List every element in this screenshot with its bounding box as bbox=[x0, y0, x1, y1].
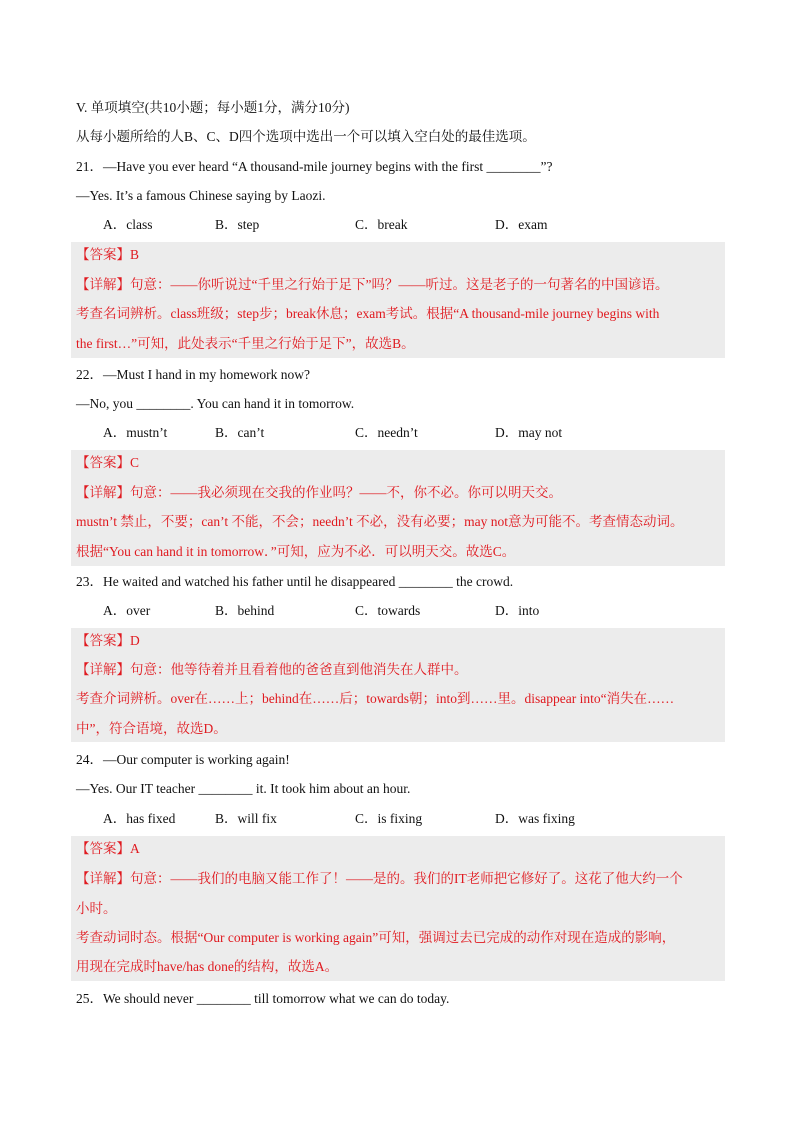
option-b: B．can’t bbox=[215, 425, 265, 440]
answer-block bbox=[71, 836, 725, 981]
option-c: C．needn’t bbox=[355, 425, 418, 440]
option-a: A．mustn’t bbox=[103, 425, 168, 440]
question-stem: 21．—Have you ever heard “A thousand-mile journey begins with the first ________”? bbox=[76, 159, 553, 174]
detail-line: 【详解】句意：——我们的电脑又能工作了！——是的。我们的IT老师把它修好了。这花了他大约一个 bbox=[76, 871, 683, 886]
question-stem: 24．—Our computer is working again! bbox=[76, 752, 290, 767]
answer-block bbox=[71, 242, 725, 358]
option-b: B．will fix bbox=[215, 811, 277, 826]
answer-label: 【答案】A bbox=[76, 841, 140, 856]
detail-line: 用现在完成时have/has done的结构，故选A。 bbox=[76, 959, 339, 974]
option-b: B．step bbox=[215, 217, 260, 232]
option-a: A．over bbox=[103, 603, 151, 618]
option-a: A．has fixed bbox=[103, 811, 176, 826]
detail-line: the first…”可知，此处表示“千里之行始于足下”，故选B。 bbox=[76, 336, 415, 351]
detail-line: 【详解】句意：——我必须现在交我的作业吗？——不，你不必。你可以明天交。 bbox=[76, 485, 562, 500]
option-d: D．was fixing bbox=[495, 811, 575, 826]
detail-line: 根据“You can hand it in tomorrow．”可知，应为不必．可以明天交。故选C。 bbox=[76, 544, 516, 559]
question-stem: —Yes. It’s a famous Chinese saying by Laozi. bbox=[76, 188, 326, 203]
detail-line: 中”，符合语境，故选D。 bbox=[76, 721, 227, 736]
detail-line: 考查动词时态。根据“Our computer is working again”可知，强调过去已完成的动作对现在造成的影响， bbox=[76, 930, 676, 945]
section-title: V. 单项填空(共10小题；每小题1分，满分10分) bbox=[76, 100, 350, 115]
answer-block bbox=[71, 450, 725, 566]
answer-label: 【答案】D bbox=[76, 633, 140, 648]
option-b: B．behind bbox=[215, 603, 275, 618]
question-stem: 25．We should never ________ till tomorrow what we can do today. bbox=[76, 991, 450, 1006]
detail-line: 考查介词辨析。over在……上；behind在……后；towards朝；into到……里。disappear into“消失在…… bbox=[76, 691, 675, 706]
answer-label: 【答案】B bbox=[76, 247, 140, 262]
answer-label: 【答案】C bbox=[76, 455, 140, 470]
detail-line: 【详解】句意：他等待着并且看着他的爸爸直到他消失在人群中。 bbox=[76, 662, 468, 677]
option-c: C．break bbox=[355, 217, 408, 232]
option-d: D．exam bbox=[495, 217, 548, 232]
option-a: A．class bbox=[103, 217, 153, 232]
detail-line: mustn’t 禁止，不要；can’t 不能，不会；needn’t 不必，没有必要；may not意为可能不。考查情态动词。 bbox=[76, 514, 684, 529]
option-d: D．into bbox=[495, 603, 540, 618]
section-instruction: 从每小题所给的人B、C、D四个选项中选出一个可以填入空白处的最佳选项。 bbox=[76, 129, 536, 144]
question-stem: —No, you ________. You can hand it in tomorrow. bbox=[76, 396, 355, 411]
detail-line: 小时。 bbox=[76, 901, 117, 916]
question-stem: 22．—Must I hand in my homework now? bbox=[76, 367, 310, 382]
detail-line: 【详解】句意：——你听说过“千里之行始于足下”吗？——听过。这是老子的一句著名的中国谚语。 bbox=[76, 277, 669, 292]
option-c: C．is fixing bbox=[355, 811, 423, 826]
answer-block bbox=[71, 628, 725, 742]
detail-line: 考查名词辨析。class班级；step步；break休息；exam考试。根据“A thousand-mile journey begins with bbox=[76, 306, 660, 321]
option-d: D．may not bbox=[495, 425, 563, 440]
question-stem: 23．He waited and watched his father until he disappeared ________ the crowd. bbox=[76, 574, 514, 589]
question-stem: —Yes. Our IT teacher ________ it. It took him about an hour. bbox=[76, 781, 411, 796]
option-c: C．towards bbox=[355, 603, 421, 618]
